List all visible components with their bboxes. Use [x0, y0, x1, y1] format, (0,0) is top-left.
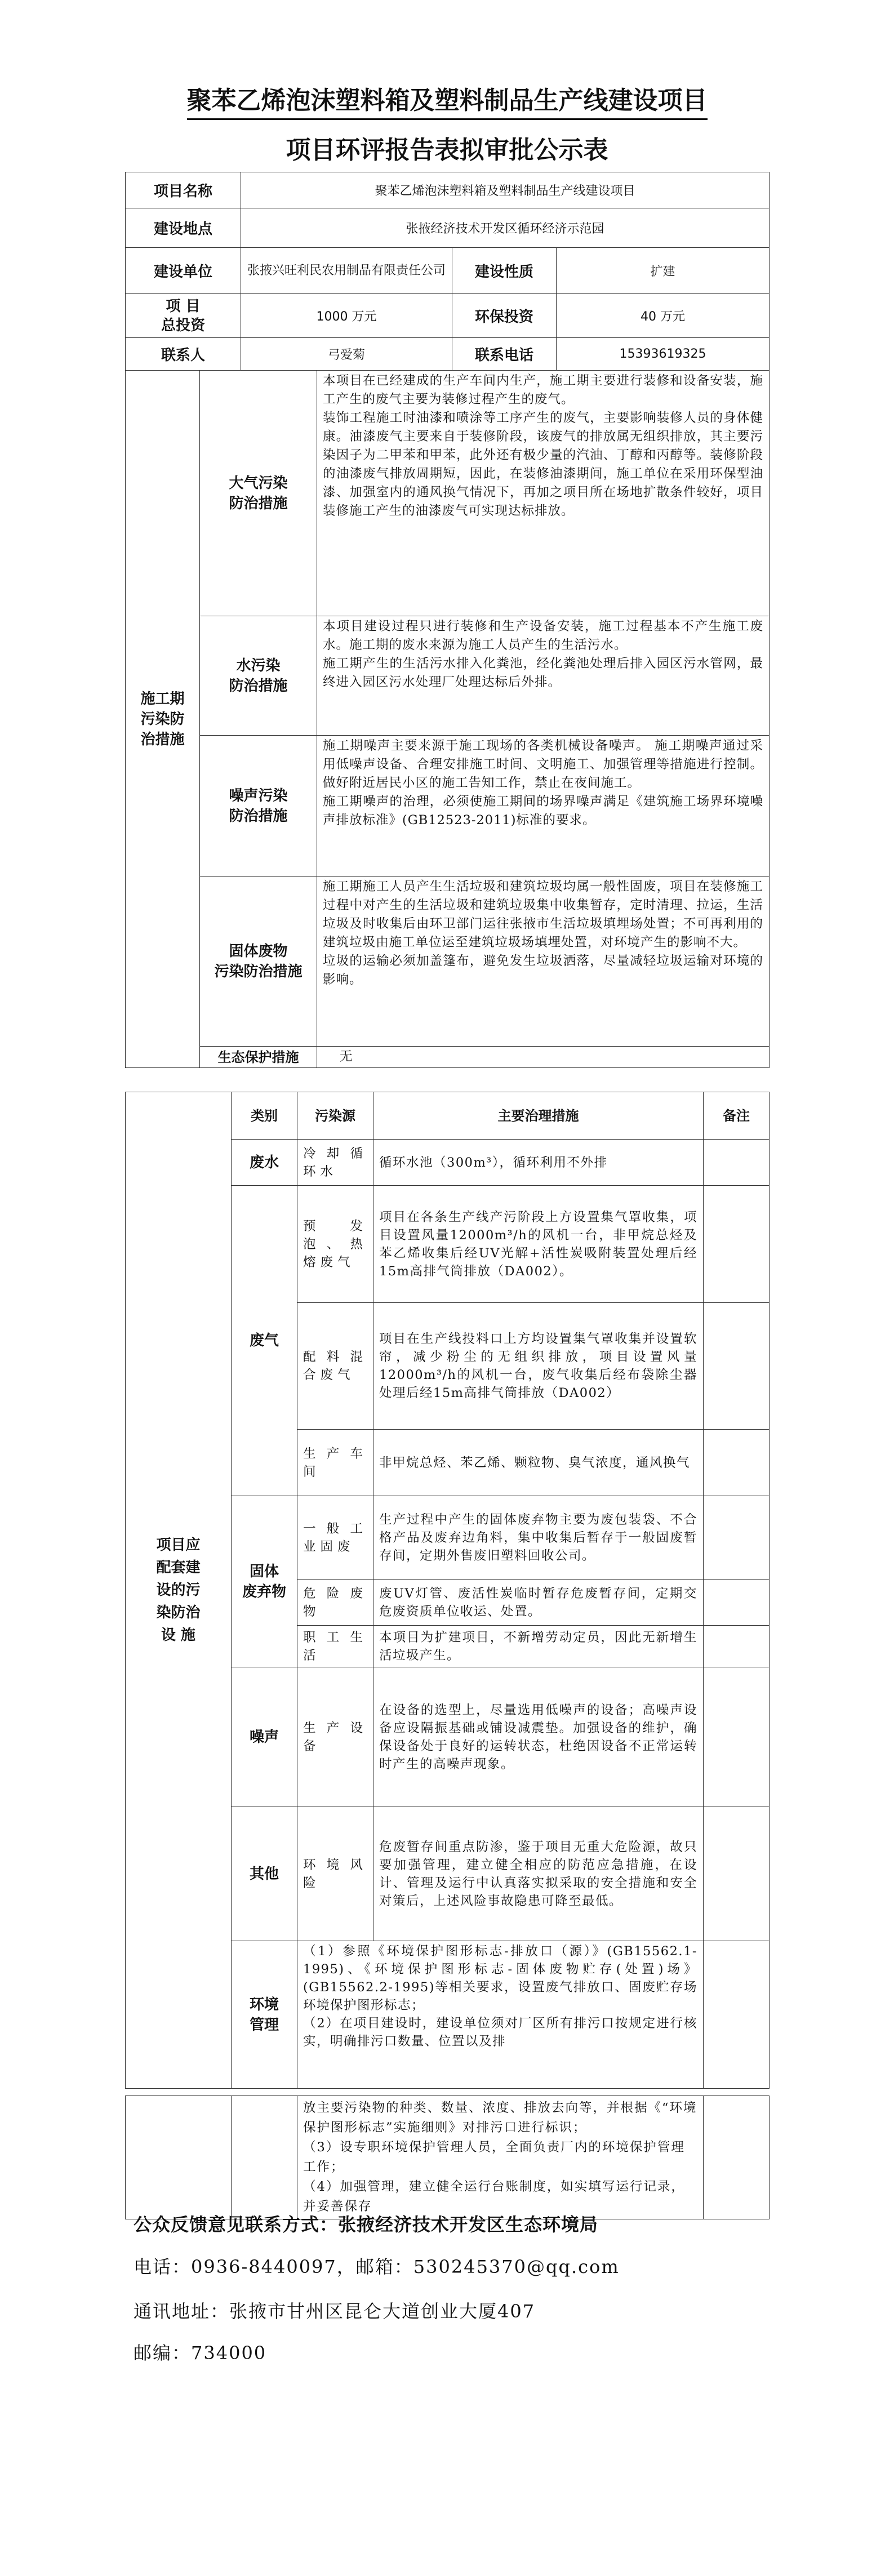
water-pollution-text: 本项目建设过程只进行装修和生产设备安装，施工过程基本不产生施工废水。施工期的废水来源为施工人员产生的生活污水。 施工期产生的生活污水排入化粪池，经化粪池处理后排入园区污水管网，最终进入园区污水处理厂处理达标后外排。 [317, 616, 770, 736]
header-measure: 主要治理措施 [373, 1092, 704, 1140]
solid-waste-label: 固体废物 污染防治措施 [200, 877, 317, 1047]
exhaust-category: 废气 [232, 1186, 297, 1496]
other-measure: 危废暂存间重点防渗，鉴于项目无重大危险源，故只要加强管理，建立健全相应的防范应急措施，在设计、管理及运行中认真落实拟采取的安全措施和安全对策后，上述风险事故隐患可降至最低。 [373, 1807, 704, 1941]
site-label: 建设地点 [126, 208, 241, 248]
noise-pollution-text: 施工期噪声主要来源于施工现场的各类机械设备噪声。 施工期噪声通过采用低噪声设备、合理安排施工时间、文明施工、加强管理等措施进行控制。做好附近居民小区的施工告知工作，禁止在夜间施工。 施工期噪声的治理，必须使施工期间的场界噪声满足《建筑施工场界环境噪声排放标准》(GB12523-2011)标准的要求。 [317, 736, 770, 877]
exhaust-source: 生产车间 [297, 1430, 373, 1496]
page-title: 聚苯乙烯泡沫塑料箱及塑料制品生产线建设项目 [0, 80, 894, 116]
project-name-value: 聚苯乙烯泡沫塑料箱及塑料制品生产线建设项目 [241, 172, 770, 208]
wastewater-source: 冷却循环水 [297, 1140, 373, 1186]
operation-category: 项目应 配套建 设的污 染防治 设 施 [126, 1092, 232, 2089]
exhaust-measure: 项目在各条生产线产污阶段上方设置集气罩收集，项目设置风量12000m³/h的风机一台，非甲烷总烃及苯乙烯收集后经UV光解+活性炭吸附装置处理后经15m高排气筒排放（DA002）。 [373, 1186, 704, 1303]
air-pollution-text: 本项目在已经建成的生产车间内生产，施工期主要进行装修和设备安装，施工产生的废气主要为装修过程产生的废气。 装饰工程施工时油漆和喷涂等工序产生的废气，主要影响装修人员的身体健康。油漆废气主要来自于装修阶段，该废气的排放属无组织排放，其主要污染因子为二甲苯和甲苯，此外还有极少量的汽油、丁醇和丙醇等。装修阶段的油漆废气排放周期短，因此，在装修油漆期间，施工单位在采用环保型油漆、加强室内的通风换气情况下，再加之项目所在场地扩散条件较好，项目装修施工产生的油漆废气可实现达标排放。 [317, 371, 770, 616]
management-measure: （1）参照《环境保护图形标志-排放口（源）》(GB15562.1-1995)、《环境保护图形标志-固体废物贮存(处置)场》(GB15562.2-1995)等相关要求，设置废气排放口、固废贮存场环境保护图形标志； （2）在项目建设时，建设单位须对厂区所有排污口按规定进行核实，明确排污口数量、位置以及排 [297, 1941, 704, 2089]
management-category: 环境 管理 [232, 1941, 297, 2089]
remark-cell [704, 1140, 770, 1186]
solid-waste-text: 施工期施工人员产生生活垃圾和建筑垃圾均属一般性固废，项目在装修施工过程中对产生的生活垃圾和建筑垃圾集中收集暂存，定时清理、拉运，生活垃圾及时收集后由环卫部门运往张掖市生活垃圾填埋场处置；不可再利用的建筑垃圾由施工单位运至建筑垃圾场填埋处置，对环境产生的影响不大。 垃圾的运输必须加盖篷布，避免发生垃圾洒落，尽量减轻垃圾运输对环境的影响。 [317, 877, 770, 1047]
postcode-line: 邮编：734000 [134, 2342, 267, 2364]
unit-label: 建设单位 [126, 248, 241, 294]
remark-cell [704, 1186, 770, 1303]
noise-source: 生产设备 [297, 1667, 373, 1807]
exhaust-source: 配料混合废气 [297, 1303, 373, 1430]
eco-protection-value: 无 [317, 1047, 770, 1068]
phone-label: 联系电话 [452, 338, 557, 371]
management-continued-text: 放主要污染物的种类、数量、浓度、排放去向等，并根据《“环境保护图形标志”实施细则》对排污口进行标识； （3）设专职环境保护管理人员，全面负责厂内的环境保护管理工作； （4）加强管理，建立健全运行台账制度，如实填写运行记录，并妥善保存 [297, 2096, 704, 2219]
water-pollution-label: 水污染 防治措施 [200, 616, 317, 736]
empty-cell [126, 2096, 232, 2219]
continuation-table [125, 2095, 770, 2219]
noise-measure: 在设备的选型上，尽量选用低噪声的设备；高噪声设备应设隔振基础或铺设减震垫。加强设备的维护，确保设备处于良好的运转状态，杜绝因设备不正常运转时产生的高噪声现象。 [373, 1667, 704, 1807]
feedback-line: 公众反馈意见联系方式：张掖经济技术开发区生态环境局 [134, 2214, 599, 2235]
project-name-label: 项目名称 [126, 172, 241, 208]
solid-waste-source: 职工生活 [297, 1626, 373, 1667]
noise-pollution-label: 噪声污染 防治措施 [200, 736, 317, 877]
page-subtitle: 项目环评报告表拟审批公示表 [286, 136, 608, 164]
remark-cell [704, 1303, 770, 1430]
operation-measures-table [125, 1092, 770, 2089]
noise-category: 噪声 [232, 1667, 297, 1807]
phone-value: 15393619325 [557, 338, 770, 371]
unit-value: 张掖兴旺利民农用制品有限责任公司 [241, 248, 452, 294]
remark-cell [704, 1496, 770, 1580]
remark-cell [704, 1807, 770, 1941]
nature-value: 扩建 [557, 248, 770, 294]
solid-waste-measure: 废UV灯管、废活性炭临时暂存危废暂存间，定期交危废资质单位收运、处置。 [373, 1580, 704, 1626]
remark-cell [704, 1667, 770, 1807]
header-source: 污染源 [297, 1092, 373, 1140]
invest-label: 项 目 总投资 [126, 294, 241, 338]
header-type: 类别 [232, 1092, 297, 1140]
air-pollution-label: 大气污染 防治措施 [200, 371, 317, 616]
table-row [126, 371, 770, 616]
table-row [126, 1092, 770, 1140]
table-row [126, 877, 770, 1047]
contact-person-value: 弓爱菊 [241, 338, 452, 371]
table-row [126, 616, 770, 736]
exhaust-measure: 非甲烷总烃、苯乙烯、颗粒物、臭气浓度，通风换气 [373, 1430, 704, 1496]
empty-cell [232, 2096, 297, 2219]
header-remark: 备注 [704, 1092, 770, 1140]
table-row [126, 1047, 770, 1068]
solid-waste-measure: 本项目为扩建项目，不新增劳动定员，因此无新增生活垃圾产生。 [373, 1626, 704, 1667]
eco-protection-label: 生态保护措施 [200, 1047, 317, 1068]
other-source: 环境风险 [297, 1807, 373, 1941]
env-invest-value: 40 万元 [557, 294, 770, 338]
construction-category: 施工期 污染防 治措施 [126, 371, 200, 1068]
table-row [126, 172, 770, 208]
table-row [126, 248, 770, 294]
contact-person-label: 联系人 [126, 338, 241, 371]
empty-cell [704, 2096, 770, 2219]
table-row [126, 338, 770, 371]
solid-waste-source: 一般工业固废 [297, 1496, 373, 1580]
table-row [126, 208, 770, 248]
phone-email-line: 电话：0936-8440097，邮箱：530245370@qq.com [134, 2256, 620, 2277]
table-row [126, 294, 770, 338]
env-invest-label: 环保投资 [452, 294, 557, 338]
remark-cell [704, 1430, 770, 1496]
solid-waste-measure: 生产过程中产生的固体废弃物主要为废包装袋、不合格产品及废弃边角料，集中收集后暂存于一般固废暂存间，定期外售废旧塑料回收公司。 [373, 1496, 704, 1580]
nature-label: 建设性质 [452, 248, 557, 294]
exhaust-measure: 项目在生产线投料口上方均设置集气罩收集并设置软帘，减少粉尘的无组织排放，项目设置风量12000m³/h的风机一台，废气收集后经布袋除尘器处理后经15m高排气筒排放（DA002） [373, 1303, 704, 1430]
table-row [126, 736, 770, 877]
site-value: 张掖经济技术开发区循环经济示范园 [241, 208, 770, 248]
address-line: 通讯地址：张掖市甘州区昆仑大道创业大厦407 [134, 2301, 536, 2322]
remark-cell [704, 1580, 770, 1626]
solid-waste-source: 危险废物 [297, 1580, 373, 1626]
invest-value: 1000 万元 [241, 294, 452, 338]
wastewater-category: 废水 [232, 1140, 297, 1186]
remark-cell [704, 1626, 770, 1667]
table-row [126, 2096, 770, 2219]
solid-waste-category: 固体 废弃物 [232, 1496, 297, 1667]
other-category: 其他 [232, 1807, 297, 1941]
wastewater-measure: 循环水池（300m³），循环利用不外排 [373, 1140, 704, 1186]
exhaust-source: 预发泡、热熔废气 [297, 1186, 373, 1303]
project-info-table [125, 172, 770, 1068]
remark-cell [704, 1941, 770, 2089]
